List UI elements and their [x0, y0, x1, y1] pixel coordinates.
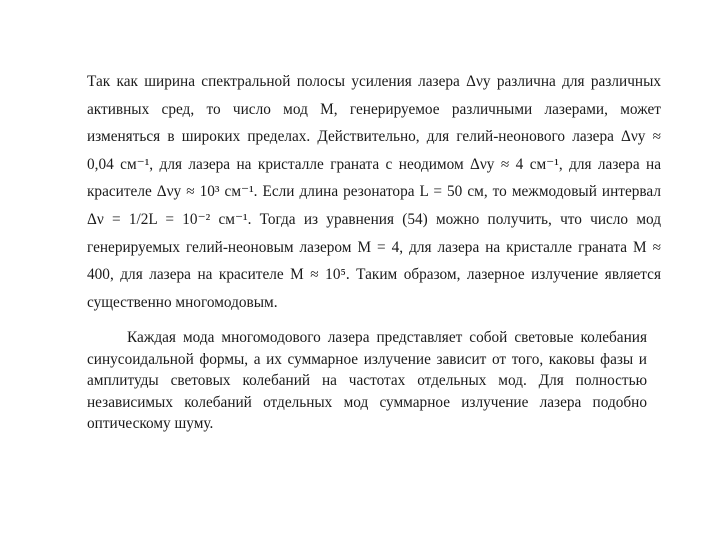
text-line: активных сред, то число мод M, генерируемое различными лазерами, может: [87, 100, 661, 118]
text-line: Δν = 1/2L = 10⁻² см⁻¹. Тогда из уравнения (54) можно получить, что число мод: [87, 210, 661, 228]
text-line: 400, для лазера на красителе M ≈ 10⁵. Таким образом, лазерное излучение является: [87, 266, 661, 284]
text-line: красителе Δνy ≈ 10³ см⁻¹. Если длина резонатора L = 50 см, то межмодовый интервал: [87, 183, 661, 201]
text-line: изменяться в широких пределах. Действительно, для гелий-неонового лазера Δνy ≈: [87, 128, 661, 146]
paragraph-laser-modes: [87, 68, 661, 316]
text-line: существенно многомодовым.: [87, 293, 278, 311]
text-line: генерируемых гелий-неоновым лазером M = 4, для лазера на кристалле граната M ≈: [87, 238, 661, 256]
text-line: амплитуды световых колебаний на частотах отдельных мод. Для полностью: [87, 372, 647, 390]
text-line: оптическому шуму.: [87, 415, 214, 433]
paragraph-multimode-emission: [87, 327, 647, 435]
text-line: независимых колебаний отдельных мод суммарное излучение лазера подобно: [87, 393, 647, 411]
text-line: 0,04 см⁻¹, для лазера на кристалле граната с неодимом Δνy ≈ 4 см⁻¹, для лазера на: [87, 155, 661, 173]
text-line: синусоидальной формы, а их суммарное излучение зависит от того, каковы фазы и: [87, 350, 647, 368]
text-line: Каждая мода многомодового лазера представляет собой световые колебания: [127, 329, 647, 346]
text-line: Так как ширина спектральной полосы усиления лазера Δνy различна для различных: [87, 73, 661, 90]
